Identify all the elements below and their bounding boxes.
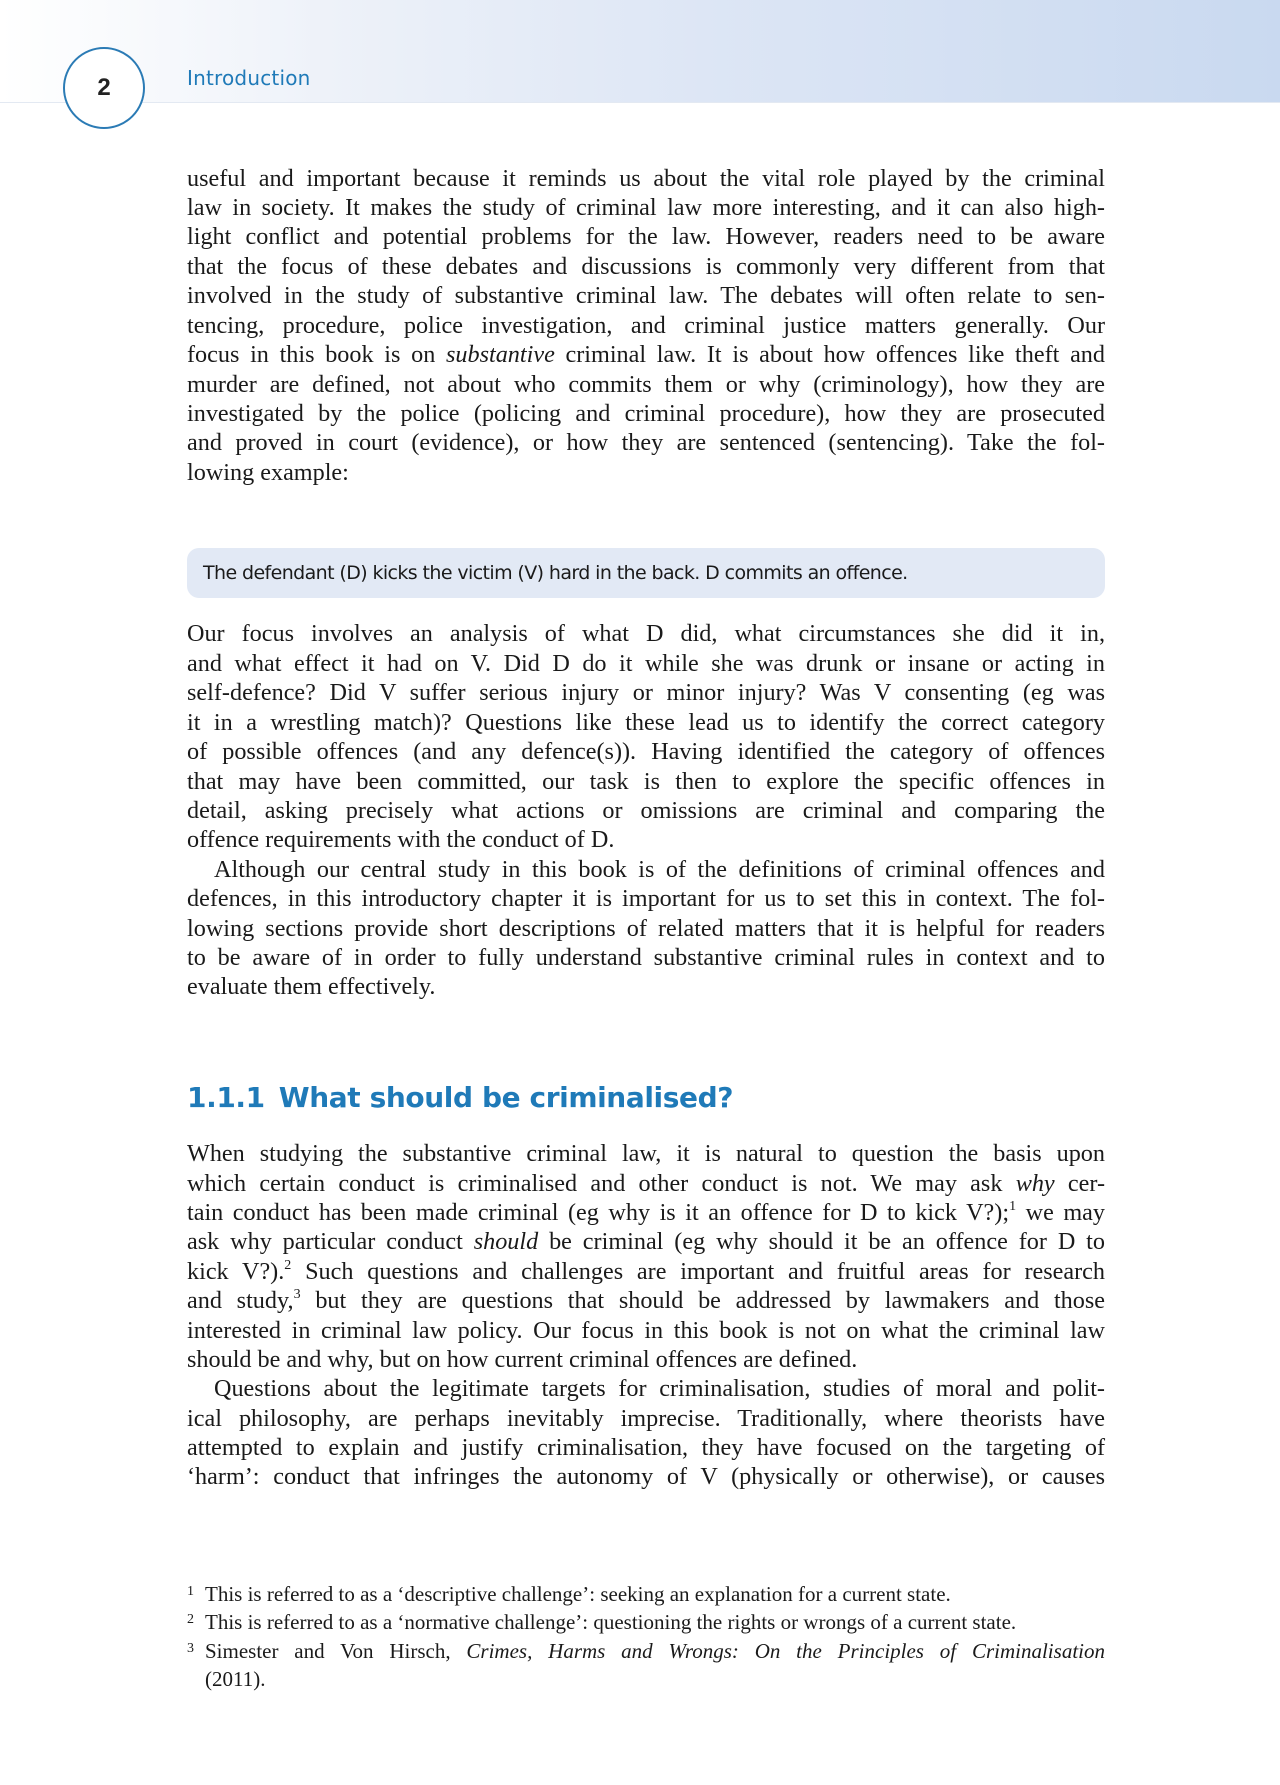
paragraph-line: that the focus of these debates and discussions is commonly very different from that	[187, 253, 1105, 280]
paragraph-line: interested in criminal law policy. Our focus in this book is not on what the criminal law	[187, 1317, 1105, 1344]
section-number: 1.1.1	[187, 1081, 265, 1114]
emphasis: substantive	[445, 341, 555, 368]
paragraph-line: tencing, procedure, police investigation, and criminal justice matters generally. Our	[187, 312, 1105, 339]
paragraph-line: kick V?).$^2$ Such questions and challenges are important and fruitful areas for research	[187, 1258, 1105, 1285]
emphasis: why	[1015, 1170, 1055, 1197]
book-title: Crimes, Harms and Wrongs: On the Principles of Criminalisation	[466, 1639, 1105, 1663]
paragraph-line: Although our central study in this book is of the definitions of criminal offences and	[214, 856, 1105, 883]
footnote: 1 This is referred to as a ‘descriptive challenge’: seeking an explanation for a current state.	[187, 1582, 951, 1606]
paragraph-line: and proved in court (evidence), or how they are sentenced (sentencing). Take the fol-	[187, 429, 1105, 456]
paragraph-line: of possible offences (and any defence(s)). Having identified the category of offences	[187, 738, 1105, 765]
paragraph-line: When studying the substantive criminal law, it is natural to question the basis upon	[187, 1140, 1105, 1167]
paragraph-line: ‘harm’: conduct that infringes the autonomy of V (physically or otherwise), or causes	[187, 1463, 1105, 1490]
paragraph-line: law in society. It makes the study of criminal law more interesting, and it can also high-	[187, 194, 1105, 221]
paragraph-line: useful and important because it reminds us about the vital role played by the criminal	[187, 165, 1105, 192]
paragraph-line: investigated by the police (policing and criminal procedure), how they are prosecuted	[187, 400, 1105, 427]
paragraph-line: should be and why, but on how current criminal offences are defined.	[187, 1346, 858, 1373]
footnote-ref[interactable]: 3	[293, 1287, 301, 1302]
paragraph-line: murder are defined, not about who commits them or why (criminology), how they are	[187, 371, 1105, 398]
paragraph-line: evaluate them effectively.	[187, 973, 436, 1000]
paragraph-line: detail, asking precisely what actions or omissions are criminal and comparing the	[187, 797, 1105, 824]
paragraph-line: offence requirements with the conduct of D.	[187, 826, 615, 853]
page-number-badge: 2	[63, 47, 145, 129]
paragraph-line: Questions about the legitimate targets for criminalisation, studies of moral and polit-	[214, 1375, 1105, 1402]
paragraph-line: defences, in this introductory chapter it is important for us to set this in context. The fol-	[187, 885, 1105, 912]
example-callout	[187, 548, 1105, 598]
paragraph-line: involved in the study of substantive criminal law. The debates will often relate to sen-	[187, 282, 1105, 309]
paragraph-line: lowing example:	[187, 459, 349, 486]
paragraph-line: lowing sections provide short descriptions of related matters that it is helpful for readers	[187, 915, 1105, 942]
paragraph-line: light conflict and potential problems for the law. However, readers need to be aware	[187, 223, 1105, 250]
footnote-ref[interactable]: 2	[284, 1258, 292, 1273]
section-title: What should be criminalised?	[278, 1081, 734, 1114]
footnote: 2 This is referred to as a ‘normative challenge’: questioning the rights or wrongs of a current state.	[187, 1610, 1017, 1634]
paragraph-line: it in a wrestling match)? Questions like these lead us to identify the correct category	[187, 709, 1105, 736]
section-heading	[187, 1081, 733, 1114]
paragraph-line: that may have been committed, our task is then to explore the specific offences in	[187, 768, 1105, 795]
footnote-ref[interactable]: 1	[1009, 1199, 1017, 1214]
paragraph-line: ask why particular conduct should be criminal (eg why should it be an offence for D to	[187, 1228, 1105, 1255]
paragraph-line: Our focus involves an analysis of what D did, what circumstances she did it in,	[187, 620, 1105, 647]
paragraph-line: focus in this book is on substantive criminal law. It is about how offences like theft and	[187, 341, 1105, 368]
paragraph-line: tain conduct has been made criminal (eg why is it an offence for D to kick V?);$^1$ we may	[187, 1199, 1105, 1226]
paragraph-line: attempted to explain and justify criminalisation, they have focused on the targeting of	[187, 1434, 1105, 1461]
footnote: 3 Simester and Von Hirsch, Crimes, Harms and Wrongs: On the Principles of Criminalisation	[187, 1639, 1105, 1663]
paragraph-line: self-defence? Did V suffer serious injury or minor injury? Was V consenting (eg was	[187, 679, 1105, 706]
footnote-continuation: (2011).	[205, 1667, 266, 1691]
example-text: The defendant (D) kicks the victim (V) hard in the back. D commits an offence.	[203, 562, 908, 584]
emphasis: should	[473, 1228, 539, 1255]
paragraph-line: and study,$^3$ but they are questions that should be addressed by lawmakers and those	[187, 1287, 1105, 1314]
paragraph-line: which certain conduct is criminalised and other conduct is not. We may ask why cer-	[187, 1170, 1105, 1197]
paragraph-line: ical philosophy, are perhaps inevitably imprecise. Traditionally, where theorists have	[187, 1405, 1105, 1432]
running-head: Introduction	[187, 66, 311, 90]
paragraph-line: to be aware of in order to fully understand substantive criminal rules in context and to	[187, 944, 1105, 971]
paragraph-line: and what effect it had on V. Did D do it while she was drunk or insane or acting in	[187, 650, 1105, 677]
